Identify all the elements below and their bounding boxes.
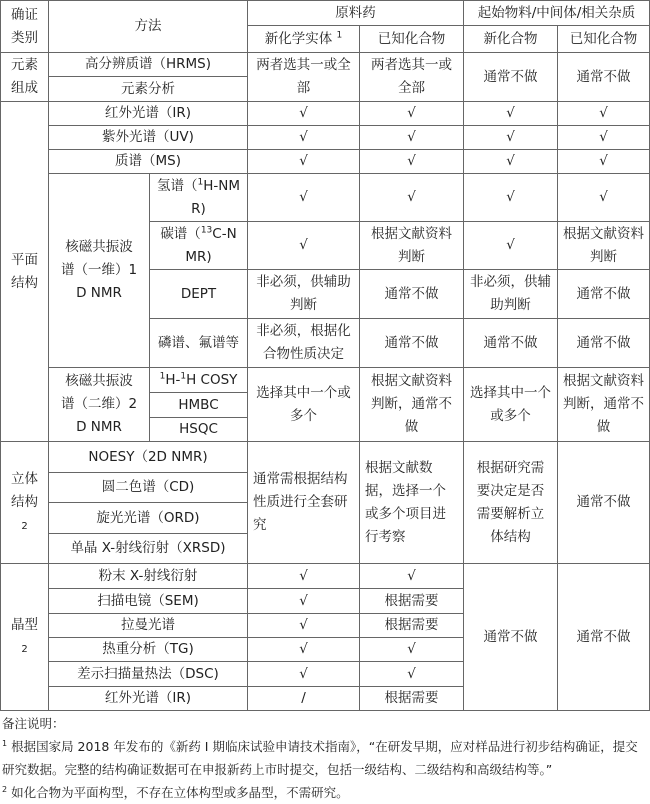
category-element: 元素组成 — [1, 53, 49, 102]
cell: √ — [248, 126, 360, 150]
footnote-marker: 1 — [2, 738, 8, 748]
method: 磷谱、氟谱等 — [150, 319, 248, 368]
cell: 根据文献资料判断，通常不做 — [558, 368, 650, 442]
method: NOESY（2D NMR) — [49, 442, 248, 473]
method: 扫描电镜（SEM) — [49, 589, 248, 614]
label: 晶型 — [11, 616, 38, 633]
superscript: 13 — [200, 225, 213, 235]
method: 拉曼光谱 — [49, 614, 248, 638]
superscript: 1 — [180, 371, 187, 381]
method: 红外光谱（IR) — [49, 102, 248, 126]
cell: √ — [558, 126, 650, 150]
cell: 通常不做 — [558, 270, 650, 319]
cell: 通常不做 — [558, 442, 650, 564]
cell: 非必须，根据化合物性质决定 — [248, 319, 360, 368]
cell: √ — [360, 102, 464, 126]
method: 元素分析 — [49, 77, 248, 102]
cell: 通常不做 — [464, 564, 558, 711]
category-crystal — [1, 564, 49, 711]
label: 碳谱（ — [160, 225, 201, 242]
cell: √ — [360, 662, 464, 687]
cell: √ — [248, 589, 360, 614]
footnote-ref: 1 — [336, 30, 343, 40]
cell: 根据文献资料判断 — [558, 222, 650, 270]
cell: 根据需要 — [360, 687, 464, 711]
label: H COSY — [186, 371, 238, 388]
cell: 根据文献数据，选择一个或多个项目进行考察 — [360, 442, 464, 564]
cell: √ — [360, 150, 464, 174]
cell: √ — [360, 174, 464, 222]
method-group-1d-nmr: 核磁共振波谱（一维）1D NMR — [49, 174, 150, 368]
footnote-ref: 2 — [21, 520, 28, 532]
cell: 通常不做 — [464, 319, 558, 368]
method: DEPT — [150, 270, 248, 319]
header-api-known: 已知化合物 — [360, 26, 464, 53]
header-api-new — [248, 26, 360, 53]
footnote-1 — [2, 735, 650, 781]
category-plane: 平面结构 — [1, 102, 49, 442]
method — [150, 174, 248, 222]
cell: √ — [464, 222, 558, 270]
cell: 两者选其一或全部 — [248, 53, 360, 102]
cell: 非必须，供辅助判断 — [248, 270, 360, 319]
cell: 通常不做 — [360, 319, 464, 368]
header-starting-material: 起始物料/中间体/相关杂质 — [464, 1, 650, 26]
label: 立体结构 — [11, 470, 38, 510]
method: HSQC — [150, 418, 248, 442]
cell: √ — [464, 174, 558, 222]
cell: 根据文献资料判断 — [360, 222, 464, 270]
method: 单晶 X-射线衍射（XRSD) — [49, 534, 248, 564]
label: 氢谱（ — [156, 177, 198, 194]
method: 圆二色谱（CD) — [49, 473, 248, 503]
notes-title: 备注说明： — [2, 716, 65, 731]
header-category: 确证类别 — [1, 1, 49, 53]
footnote-ref: 2 — [21, 643, 28, 655]
label: C-NMR) — [185, 225, 237, 265]
header-method: 方法 — [49, 1, 248, 53]
notes — [0, 712, 650, 804]
cell: √ — [248, 662, 360, 687]
method: 差示扫描量热法（DSC) — [49, 662, 248, 687]
method: 紫外光谱（UV) — [49, 126, 248, 150]
cell: 通常不做 — [360, 270, 464, 319]
footnote-marker: 2 — [2, 784, 8, 794]
footnote-text: 根据国家局 2018 年发布的《新药 I 期临床试验申请技术指南》，“在研发早期，应对样品进行初步结构确证，提交研究数据。完整的结构确证数据可在申报新药上市时提交，包括一级结构、二级结构和高级结构等。” — [2, 739, 638, 777]
cell: 通常不做 — [558, 319, 650, 368]
cell: √ — [360, 564, 464, 589]
header-api: 原料药 — [248, 1, 464, 26]
cell: 根据研究需要决定是否需要解析立体结构 — [464, 442, 558, 564]
label: H-NMR) — [191, 177, 240, 217]
method: 旋光光谱（ORD) — [49, 503, 248, 534]
cell: √ — [248, 174, 360, 222]
cell: √ — [558, 174, 650, 222]
cell: 非必须，供辅助判断 — [464, 270, 558, 319]
method: 红外光谱（IR) — [49, 687, 248, 711]
cell: √ — [558, 150, 650, 174]
superscript: 1 — [197, 177, 204, 187]
cell: √ — [464, 150, 558, 174]
method: 粉末 X-射线衍射 — [49, 564, 248, 589]
cell: 选择其中一个或多个 — [464, 368, 558, 442]
method: 质谱（MS) — [49, 150, 248, 174]
label: 新化学实体 — [264, 30, 333, 47]
footnote-2 — [2, 781, 650, 804]
cell: 根据需要 — [360, 614, 464, 638]
method-group-2d-nmr: 核磁共振波谱（二维）2D NMR — [49, 368, 150, 442]
cell: 通常需根据结构性质进行全套研究 — [248, 442, 360, 564]
cell: √ — [248, 564, 360, 589]
cell: 根据需要 — [360, 589, 464, 614]
cell: / — [248, 687, 360, 711]
category-stereo — [1, 442, 49, 564]
method: HMBC — [150, 393, 248, 418]
method — [150, 368, 248, 393]
cell: 通常不做 — [464, 53, 558, 102]
header-sm-new: 新化合物 — [464, 26, 558, 53]
cell: √ — [248, 102, 360, 126]
cell: 两者选其一或全部 — [360, 53, 464, 102]
label: H- — [165, 371, 181, 388]
cell: √ — [248, 638, 360, 662]
cell: √ — [248, 222, 360, 270]
cell: 选择其中一个或多个 — [248, 368, 360, 442]
cell: √ — [360, 638, 464, 662]
footnote-text: 如化合物为平面构型，不存在立体构型或多晶型，不需研究。 — [11, 785, 349, 800]
cell: √ — [464, 126, 558, 150]
method: 热重分析（TG) — [49, 638, 248, 662]
header-sm-known: 已知化合物 — [558, 26, 650, 53]
cell: 通常不做 — [558, 564, 650, 711]
method: 高分辨质谱（HRMS) — [49, 53, 248, 77]
cell: 根据文献资料判断，通常不做 — [360, 368, 464, 442]
cell: √ — [464, 102, 558, 126]
cell: √ — [558, 102, 650, 126]
cell: √ — [248, 614, 360, 638]
method — [150, 222, 248, 270]
superscript: 1 — [159, 371, 166, 381]
cell: 通常不做 — [558, 53, 650, 102]
cell: √ — [360, 126, 464, 150]
cell: √ — [248, 150, 360, 174]
